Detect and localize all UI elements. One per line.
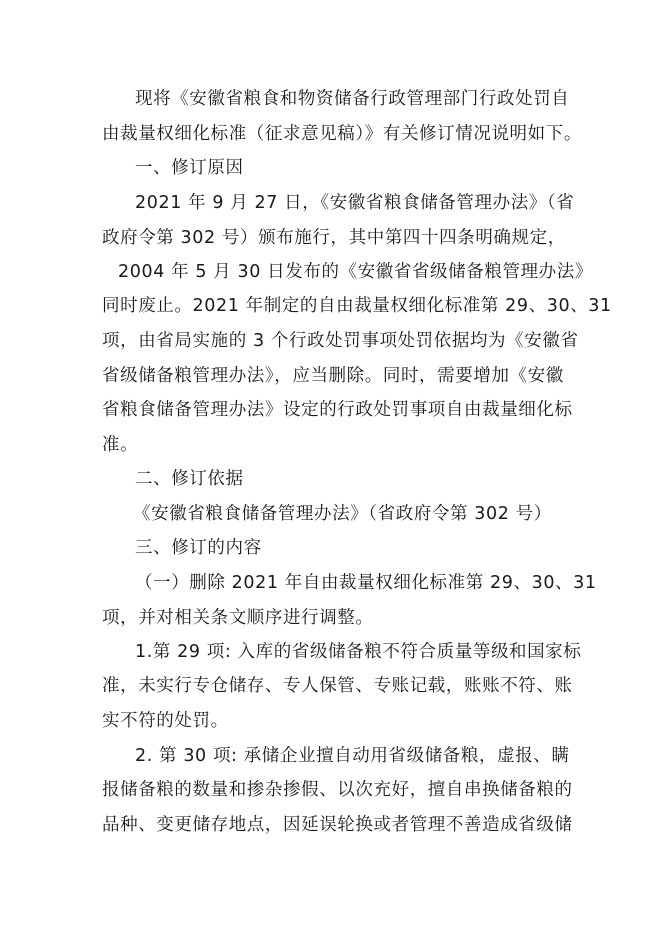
paragraph-line: 省级储备粮管理办法》，应当删除。同时，需要增加《安徽 bbox=[102, 366, 564, 386]
paragraph-line: 准，未实行专仓储存、专人保管、专账记载，账账不符、账 bbox=[102, 676, 573, 696]
paragraph-line: 项，由省局实施的 3 个行政处罚事项处罚依据均为《安徽省 bbox=[102, 331, 579, 351]
paragraph-line: 2021 年 9 月 27 日，《安徽省粮食储备管理办法》（省 bbox=[135, 193, 575, 213]
paragraph-line: 报储备粮的数量和掺杂掺假、以次充好，擅自串换储备粮的 bbox=[102, 780, 573, 800]
paragraph-line: 准。 bbox=[102, 435, 139, 455]
paragraph-line: 现将《安徽省粮食和物资储备行政管理部门行政处罚自 bbox=[135, 89, 570, 109]
paragraph-line: 由裁量权细化标准（征求意见稿）》有关修订情况说明如下。 bbox=[102, 124, 582, 144]
paragraph-line: 项，并对相关条文顺序进行调整。 bbox=[102, 608, 374, 628]
section-heading: 二、修订依据 bbox=[135, 469, 244, 489]
paragraph-line: 《安徽省粮食储备管理办法》（省政府令第 302 号） bbox=[133, 504, 552, 524]
paragraph-line: 政府令第 302 号）颁布施行，其中第四十四条明确规定， bbox=[102, 228, 566, 248]
paragraph-line: （一）删除 2021 年自由裁量权细化标准第 29、30、31 bbox=[135, 573, 597, 593]
section-heading: 一、修订原因 bbox=[135, 158, 244, 178]
paragraph-line: 同时废止。2021 年制定的自由裁量权细化标准第 29、30、31 bbox=[102, 296, 612, 316]
paragraph-line: 实不符的处罚。 bbox=[102, 711, 229, 731]
paragraph-line: 省粮食储备管理办法》设定的行政处罚事项自由裁量细化标 bbox=[102, 400, 573, 420]
paragraph-line: 品种、变更储存地点，因延误轮换或者管理不善造成省级储 bbox=[102, 815, 573, 835]
paragraph-line: 2. 第 30 项: 承储企业擅自动用省级储备粮，虚报、瞒 bbox=[135, 746, 570, 766]
paragraph-line: 2004 年 5 月 30 日发布的《安徽省省级储备粮管理办法》 bbox=[118, 262, 593, 282]
section-heading: 三、修订的内容 bbox=[135, 538, 262, 558]
paragraph-line: 1.第 29 项: 入库的省级储备粮不符合质量等级和国家标 bbox=[135, 642, 582, 662]
